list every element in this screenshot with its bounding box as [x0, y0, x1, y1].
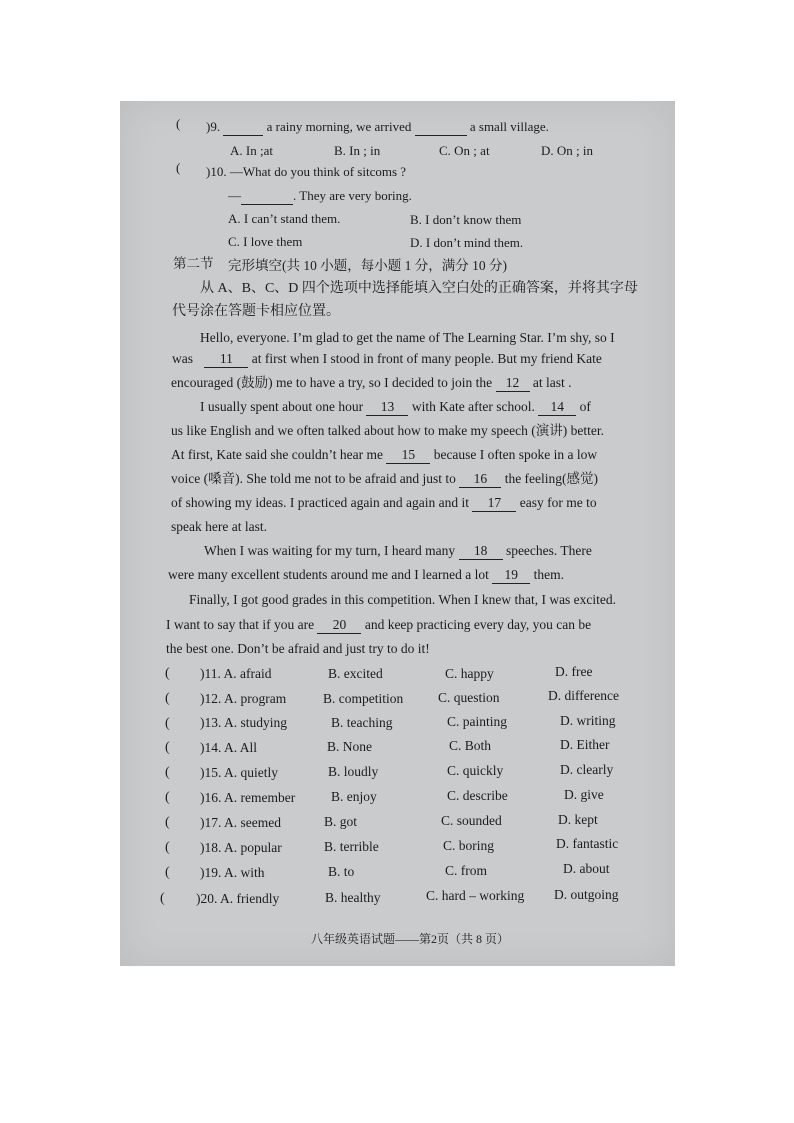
blank-19: 19 [492, 567, 530, 584]
q9-text-2: a small village. [469, 119, 549, 134]
passage-line-7 [171, 471, 598, 488]
answer-paren[interactable]: ( [165, 765, 170, 780]
option-a: )16. A. remember [200, 790, 296, 805]
passage-line-6 [171, 447, 597, 464]
answer-paren[interactable]: ( [165, 865, 170, 880]
passage-text: encouraged (鼓励) me to have a try, so I decided to join the [171, 375, 493, 390]
exam-page [120, 101, 675, 966]
passage-text: I usually spent about one hour [200, 399, 364, 414]
option-b: B. enjoy [331, 789, 377, 804]
option-a: )15. A. quietly [200, 765, 278, 780]
q10-paren: ( [176, 160, 181, 175]
option-b: B. loudly [328, 764, 379, 779]
answer-paren[interactable]: ( [165, 740, 170, 755]
option-d: D. fantastic [556, 836, 619, 851]
q9-option-b: B. In ; in [334, 143, 381, 158]
option-c: C. painting [447, 714, 507, 729]
q9-number: )9. [206, 119, 221, 134]
q10-reply-line [228, 188, 412, 205]
option-a: )17. A. seemed [200, 815, 281, 830]
q10-question: )10. —What do you think of sitcoms ? [206, 164, 407, 179]
option-d: D. Either [560, 737, 610, 752]
answer-paren[interactable]: ( [165, 691, 170, 706]
option-d: D. kept [558, 812, 598, 827]
option-c: C. hard – working [426, 888, 525, 903]
passage-line-11 [168, 567, 564, 584]
passage-text: because I often spoke in a low [433, 447, 598, 462]
q10-reply: . They are very boring. [293, 188, 412, 203]
passage-line-14: the best one. Don’t be afraid and just try to do it! [166, 641, 430, 656]
option-b: B. teaching [331, 715, 393, 730]
option-b: B. excited [328, 666, 383, 681]
answer-paren[interactable]: ( [165, 716, 170, 731]
option-d: D. difference [548, 688, 619, 703]
option-c: C. Both [449, 738, 492, 753]
option-c: C. quickly [447, 763, 504, 778]
q10-option-d: D. I don’t mind them. [410, 235, 524, 250]
passage-text: I want to say that if you are [166, 617, 315, 632]
blank-17: 17 [472, 495, 516, 512]
passage-line-12: Finally, I got good grades in this competition. When I knew that, I was excited. [189, 592, 617, 607]
option-b: B. got [324, 814, 358, 829]
blank-16: 16 [459, 471, 501, 488]
passage-text: them. [533, 567, 565, 582]
q10-dash: — [228, 188, 241, 203]
passage-line-13 [166, 617, 591, 634]
q9-text-1: a rainy morning, we arrived [266, 119, 412, 134]
blank-15: 15 [386, 447, 430, 464]
option-b: B. None [327, 739, 372, 754]
passage-line-1: Hello, everyone. I’m glad to get the name of The Learning Star. I’m shy, so I [200, 330, 615, 345]
q9-option-c: C. On ; at [439, 143, 490, 158]
passage-text: the feeling(感觉) [504, 471, 599, 486]
passage-text: of [579, 399, 591, 414]
passage-text: speeches. There [505, 543, 592, 558]
page-footer: 八年级英语试题——第2页（共 8 页） [311, 932, 510, 946]
passage-text: easy for me to [519, 495, 597, 510]
option-d: D. give [564, 787, 604, 802]
option-a: )18. A. popular [200, 840, 282, 855]
option-c: C. sounded [441, 813, 502, 828]
blank-13: 13 [366, 399, 408, 416]
answer-paren[interactable]: ( [165, 840, 170, 855]
option-b: B. to [328, 864, 355, 879]
blank-12: 12 [496, 375, 530, 392]
option-b: B. terrible [324, 839, 379, 854]
passage-text: was [172, 351, 193, 366]
option-a: )19. A. with [200, 865, 265, 880]
q10-blank [241, 188, 293, 205]
option-d: D. outgoing [554, 887, 619, 902]
answer-paren[interactable]: ( [165, 666, 170, 681]
passage-line-5: us like English and we often talked about how to make my speech (演讲) better. [171, 423, 605, 438]
option-c: C. from [445, 863, 487, 878]
q10-option-c: C. I love them [228, 234, 303, 249]
q9-line [206, 119, 549, 136]
option-a: )14. A. All [200, 740, 258, 755]
option-a: )20. A. friendly [196, 891, 280, 906]
option-d: D. writing [560, 713, 616, 728]
passage-line-8 [171, 495, 597, 512]
passage-text: with Kate after school. [411, 399, 535, 414]
q9-blank-2 [415, 119, 467, 136]
option-c: C. happy [445, 666, 494, 681]
blank-11: 11 [204, 351, 248, 368]
passage-text: at last . [532, 375, 572, 390]
q10-option-a: A. I can’t stand them. [228, 211, 341, 226]
q9-paren: ( [176, 116, 181, 131]
passage-line-3 [171, 375, 572, 392]
option-b: B. competition [323, 691, 404, 706]
answer-paren[interactable]: ( [165, 815, 170, 830]
q9-blank-1 [223, 119, 263, 136]
option-a: )12. A. program [200, 691, 287, 706]
section-instructions-2: 代号涂在答题卡相应位置。 [172, 304, 340, 319]
passage-text: at first when I stood in front of many people. But my friend Kate [251, 351, 602, 366]
section-title: 完形填空(共 10 小题，每小题 1 分，满分 10 分) [228, 258, 507, 273]
passage-text: and keep practicing every day, you can be [364, 617, 592, 632]
passage-line-10 [204, 543, 592, 560]
blank-20: 20 [317, 617, 361, 634]
passage-line-4 [200, 399, 591, 416]
passage-text: When I was waiting for my turn, I heard many [204, 543, 456, 558]
option-b: B. healthy [325, 890, 381, 905]
passage-text: were many excellent students around me and I learned a lot [168, 567, 489, 582]
passage-text: At first, Kate said she couldn’t hear me [171, 447, 383, 462]
option-c: C. boring [443, 838, 495, 853]
option-c: C. question [438, 690, 500, 705]
q10-option-b: B. I don’t know them [410, 212, 522, 227]
option-c: C. describe [447, 788, 508, 803]
q9-option-a: A. In ;at [230, 143, 273, 158]
answer-paren[interactable]: ( [160, 891, 165, 906]
q9-option-d: D. On ; in [541, 143, 593, 158]
blank-14: 14 [538, 399, 576, 416]
section-label: 第二节 [173, 256, 214, 271]
option-d: D. clearly [560, 762, 614, 777]
option-a: )13. A. studying [200, 715, 288, 730]
passage-text: voice (嗓音). She told me not to be afraid and just to [171, 471, 456, 486]
section-instructions-1: 从 A、B、C、D 四个选项中选择能填入空白处的正确答案，并将其字母 [200, 281, 638, 296]
blank-18: 18 [459, 543, 503, 560]
answer-paren[interactable]: ( [165, 790, 170, 805]
option-d: D. about [563, 861, 610, 876]
option-d: D. free [555, 664, 593, 679]
passage-text: of showing my ideas. I practiced again and again and it [171, 495, 470, 510]
passage-line-9: speak here at last. [171, 519, 267, 534]
option-a: )11. A. afraid [200, 666, 272, 681]
passage-line-2 [172, 351, 602, 368]
